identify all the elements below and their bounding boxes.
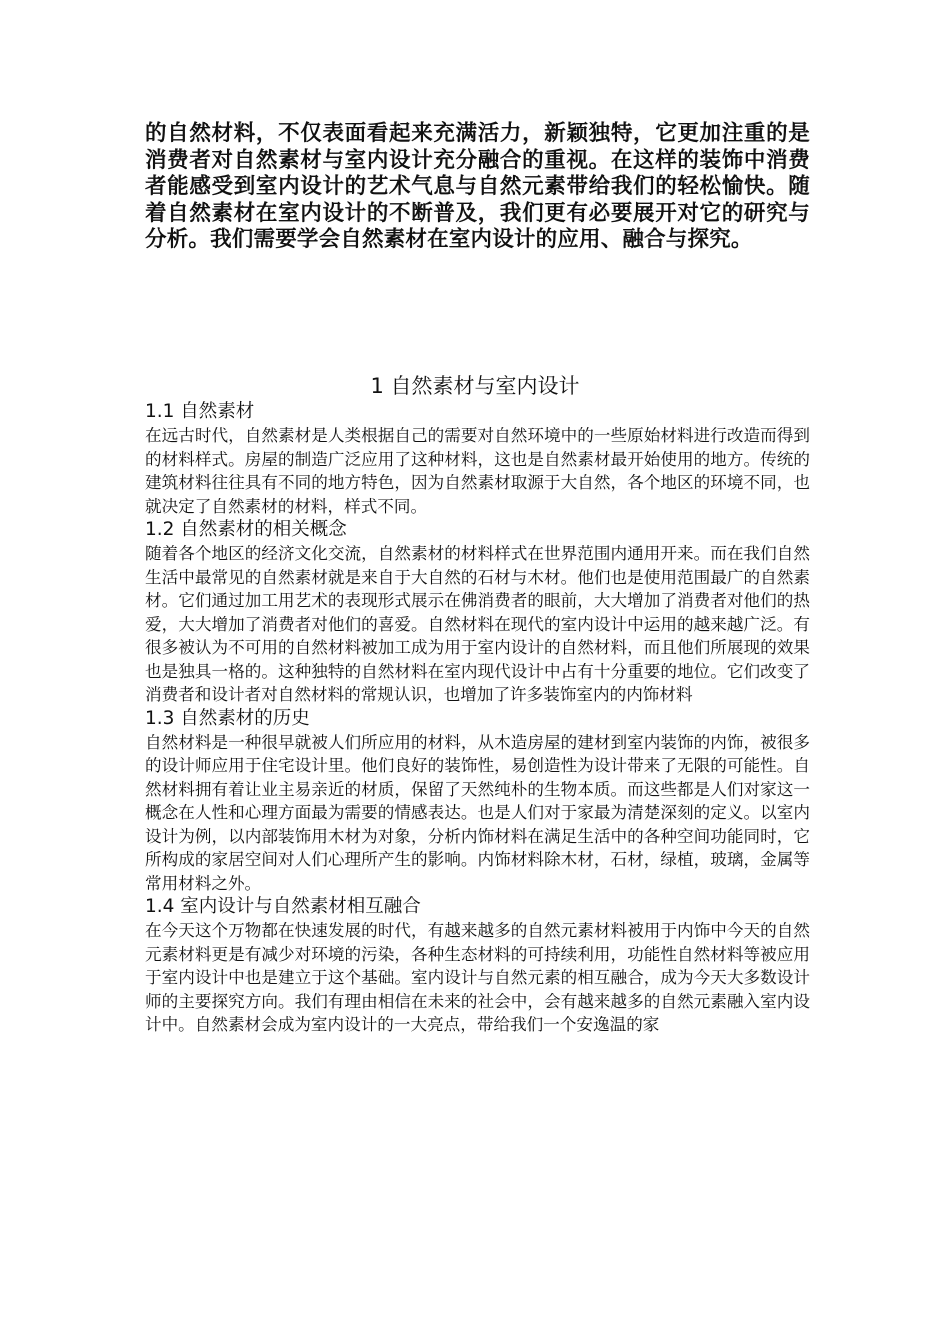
- section-paragraph: 在远古时代，自然素材是人类根据自己的需要对自然环境中的一些原始材料进行改造而得到的材料样式。房屋的制造广泛应用了这种材料，这也是自然素材最开始使用的地方。传统的建筑材料往往具有不同的地方特色，因为自然素材取源于大自然，各个地区的环境不同，也就决定了自然素材的材料，样式不同。: [145, 426, 810, 516]
- section-heading: 1.3 自然素材的历史: [145, 707, 310, 729]
- section-paragraph: 自然材料是一种很早就被人们所应用的材料，从木造房屋的建材到室内装饰的内饰，被很多的设计师应用于住宅设计里。他们良好的装饰性，易创造性为设计带来了无限的可能性。自然材料拥有着让业主易亲近的材质，保留了天然纯朴的生物本质。而这些都是人们对家这一概念在人性和心理方面最为需要的情感表达。也是人们对于家最为清楚深刻的定义。以室内设计为例，以内部装饰用木材为对象，分析内饰材料在满足生活中的各种空间功能同时，它所构成的家居空间对人们心理所产生的影响。内饰材料除木材，石材，绿植，玻璃，金属等常用材料之外。: [145, 732, 810, 893]
- section-heading: 1.2 自然素材的相关概念: [145, 519, 347, 540]
- section-paragraph: 在今天这个万物都在快速发展的时代，有越来越多的自然元素材料被用于内饰中今天的自然元素材料更是有减少对环境的污染，各种生态材料的可持续利用，功能性自然材料等被应用于室内设计中也是建立于这个基础。室内设计与自然元素的相互融合，成为今天大多数设计师的主要探究方向。我们有理由相信在未来的社会中，会有越来越多的自然元素融入室内设计中。自然素材会成为室内设计的一大亮点，带给我们一个安逸温的家: [145, 921, 810, 1034]
- section-1-2: [145, 518, 810, 707]
- section-1-3: [145, 707, 810, 896]
- section-1-4: [145, 895, 810, 1037]
- section-1-1: [145, 400, 810, 518]
- intro-paragraph: 的自然材料，不仅表面看起来充满活力，新颖独特，它更加注重的是消费者对自然素材与室内设计充分融合的重视。在这样的装饰中消费者能感受到室内设计的艺术气息与自然元素带给我们的轻松愉快。随着自然素材在室内设计的不断普及，我们更有必要展开对它的研究与分析。我们需要学会自然素材在室内设计的应用、融合与探究。: [145, 121, 810, 252]
- section-heading: 1.1 自然素材: [145, 401, 255, 422]
- section-heading: 1.4 室内设计与自然素材相互融合: [145, 896, 421, 917]
- section-paragraph: 随着各个地区的经济文化交流，自然素材的材料样式在世界范围内通用开来。而在我们自然生活中最常见的自然素材就是来自于大自然的石材与木材。他们也是使用范围最广的自然素材。它们通过加工用艺术的表现形式展示在佛消费者的眼前，大大增加了消费者对他们的热爱，大大增加了消费者对他们的喜爱。自然材料在现代的室内设计中运用的越来越广泛。有很多被认为不可用的自然材料被加工成为用于室内设计的自然材料，而且他们所展现的效果也是独具一格的。这种独特的自然材料在室内现代设计中占有十分重要的地位。它们改变了消费者和设计者对自然材料的常规认识，也增加了许多装饰室内的内饰材料: [145, 544, 810, 704]
- chapter-title: 1 自然素材与室内设计: [370, 374, 580, 398]
- chapter-body: [145, 400, 810, 1037]
